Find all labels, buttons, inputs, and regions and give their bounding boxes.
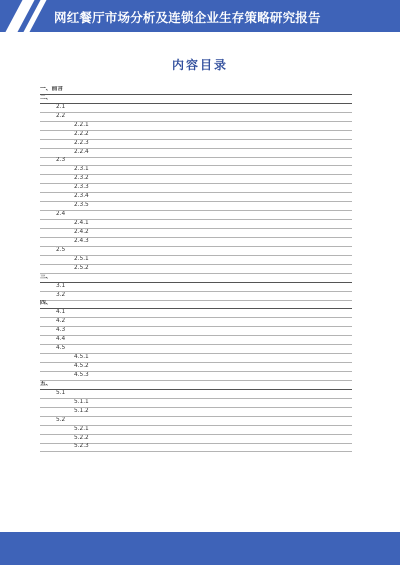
toc-entry-label: 3.2 <box>56 291 66 298</box>
toc-entry-label: 3.1 <box>56 282 66 289</box>
toc-entry[interactable] <box>40 354 352 363</box>
toc-entry[interactable] <box>40 158 352 167</box>
toc-entry[interactable] <box>40 318 352 327</box>
toc-entry-label: 五、 <box>40 380 52 387</box>
toc-entry[interactable] <box>40 229 352 238</box>
toc-entry[interactable] <box>40 122 352 131</box>
toc-entry[interactable] <box>40 211 352 220</box>
toc-entry[interactable] <box>40 131 352 140</box>
toc-entry[interactable] <box>40 202 352 211</box>
toc-entry-label: 2.2.1 <box>74 121 89 128</box>
toc-entry[interactable] <box>40 140 352 149</box>
toc-entry[interactable] <box>40 113 352 122</box>
toc-entry-label: 二、 <box>40 94 52 101</box>
toc-entry-label: 2.2.2 <box>74 130 89 137</box>
toc-entry-label: 5.1.1 <box>74 398 89 405</box>
toc-entry[interactable] <box>40 247 352 256</box>
toc-entry[interactable] <box>40 444 352 453</box>
toc-entry-label: 4.5.2 <box>74 363 89 370</box>
toc-entry[interactable] <box>40 193 352 202</box>
toc-entry-label: 2.4.3 <box>74 237 89 244</box>
toc-entry[interactable] <box>40 184 352 193</box>
toc-entry-label: 5.2.1 <box>74 425 89 432</box>
toc-entry[interactable] <box>40 95 352 104</box>
toc-entry[interactable] <box>40 149 352 158</box>
toc-heading: 内容目录 <box>171 58 228 72</box>
toc-entry-label: 2.1 <box>56 103 66 110</box>
report-header-banner <box>0 0 400 32</box>
toc-entry[interactable] <box>40 292 352 301</box>
toc-entry-label: 2.3.3 <box>74 184 89 191</box>
toc-entry[interactable] <box>40 336 352 345</box>
toc-entry[interactable] <box>40 166 352 175</box>
toc-entry[interactable] <box>40 104 352 113</box>
toc-entry[interactable] <box>40 309 352 318</box>
toc-entry[interactable] <box>40 372 352 381</box>
toc-entry[interactable] <box>40 345 352 354</box>
toc-entry[interactable] <box>40 408 352 417</box>
toc-entry-label: 一、前言 <box>40 85 64 92</box>
toc-entry-label: 2.4.2 <box>74 228 89 235</box>
toc-entry-label: 2.2.4 <box>74 148 89 155</box>
toc-entry-label: 2.3.4 <box>74 193 89 200</box>
toc-entry[interactable] <box>40 381 352 390</box>
toc-entry[interactable] <box>40 417 352 426</box>
toc-entry-label: 5.2 <box>56 416 66 423</box>
toc-entry[interactable] <box>40 175 352 184</box>
toc-entry-label: 5.1 <box>56 389 66 396</box>
toc-entry[interactable] <box>40 327 352 336</box>
toc-entry-label: 4.4 <box>56 336 66 343</box>
toc-entry-label: 2.3.5 <box>74 202 89 209</box>
toc-entry[interactable] <box>40 426 352 435</box>
toc-entry-label: 2.5.2 <box>74 264 89 271</box>
toc-entry-label: 4.2 <box>56 318 66 325</box>
toc-entry-label: 2.3.2 <box>74 175 89 182</box>
toc-entry[interactable] <box>40 256 352 265</box>
toc-entry[interactable] <box>40 265 352 274</box>
toc-entry-label: 5.2.3 <box>74 443 89 450</box>
toc-entry-label: 四、 <box>40 300 52 307</box>
report-title: 网红餐厅市场分析及连锁企业生存策略研究报告 <box>54 10 321 25</box>
footer-banner <box>0 532 400 565</box>
toc-entry[interactable] <box>40 283 352 292</box>
toc-entry[interactable] <box>40 390 352 399</box>
toc-entry-label: 2.5 <box>56 246 66 253</box>
toc-entry-label: 4.5.3 <box>74 371 89 378</box>
toc-entry[interactable] <box>40 399 352 408</box>
toc-entry-label: 4.1 <box>56 309 66 316</box>
toc-entry[interactable] <box>40 363 352 372</box>
toc-entry-label: 2.4 <box>56 211 66 218</box>
toc-entry[interactable] <box>40 435 352 444</box>
toc-entry[interactable] <box>40 274 352 283</box>
toc-entry-label: 4.3 <box>56 327 66 334</box>
toc-entry[interactable] <box>40 220 352 229</box>
toc-entry-label: 5.2.2 <box>74 434 89 441</box>
toc-entry-label: 三、 <box>40 273 52 280</box>
toc-entry[interactable] <box>40 238 352 247</box>
toc-entry[interactable] <box>40 301 352 310</box>
toc-entry-label: 2.4.1 <box>74 220 89 227</box>
toc-entry-label: 2.3.1 <box>74 166 89 173</box>
toc-entry-label: 5.1.2 <box>74 407 89 414</box>
toc-entry[interactable] <box>40 86 352 95</box>
toc-entry-label: 2.3 <box>56 157 66 164</box>
toc-entry-label: 2.5.1 <box>74 255 89 262</box>
table-of-contents <box>40 86 352 452</box>
toc-entry-label: 2.2.3 <box>74 139 89 146</box>
toc-entry-label: 2.2 <box>56 112 66 119</box>
toc-entry-label: 4.5.1 <box>74 354 89 361</box>
toc-entry-label: 4.5 <box>56 345 66 352</box>
